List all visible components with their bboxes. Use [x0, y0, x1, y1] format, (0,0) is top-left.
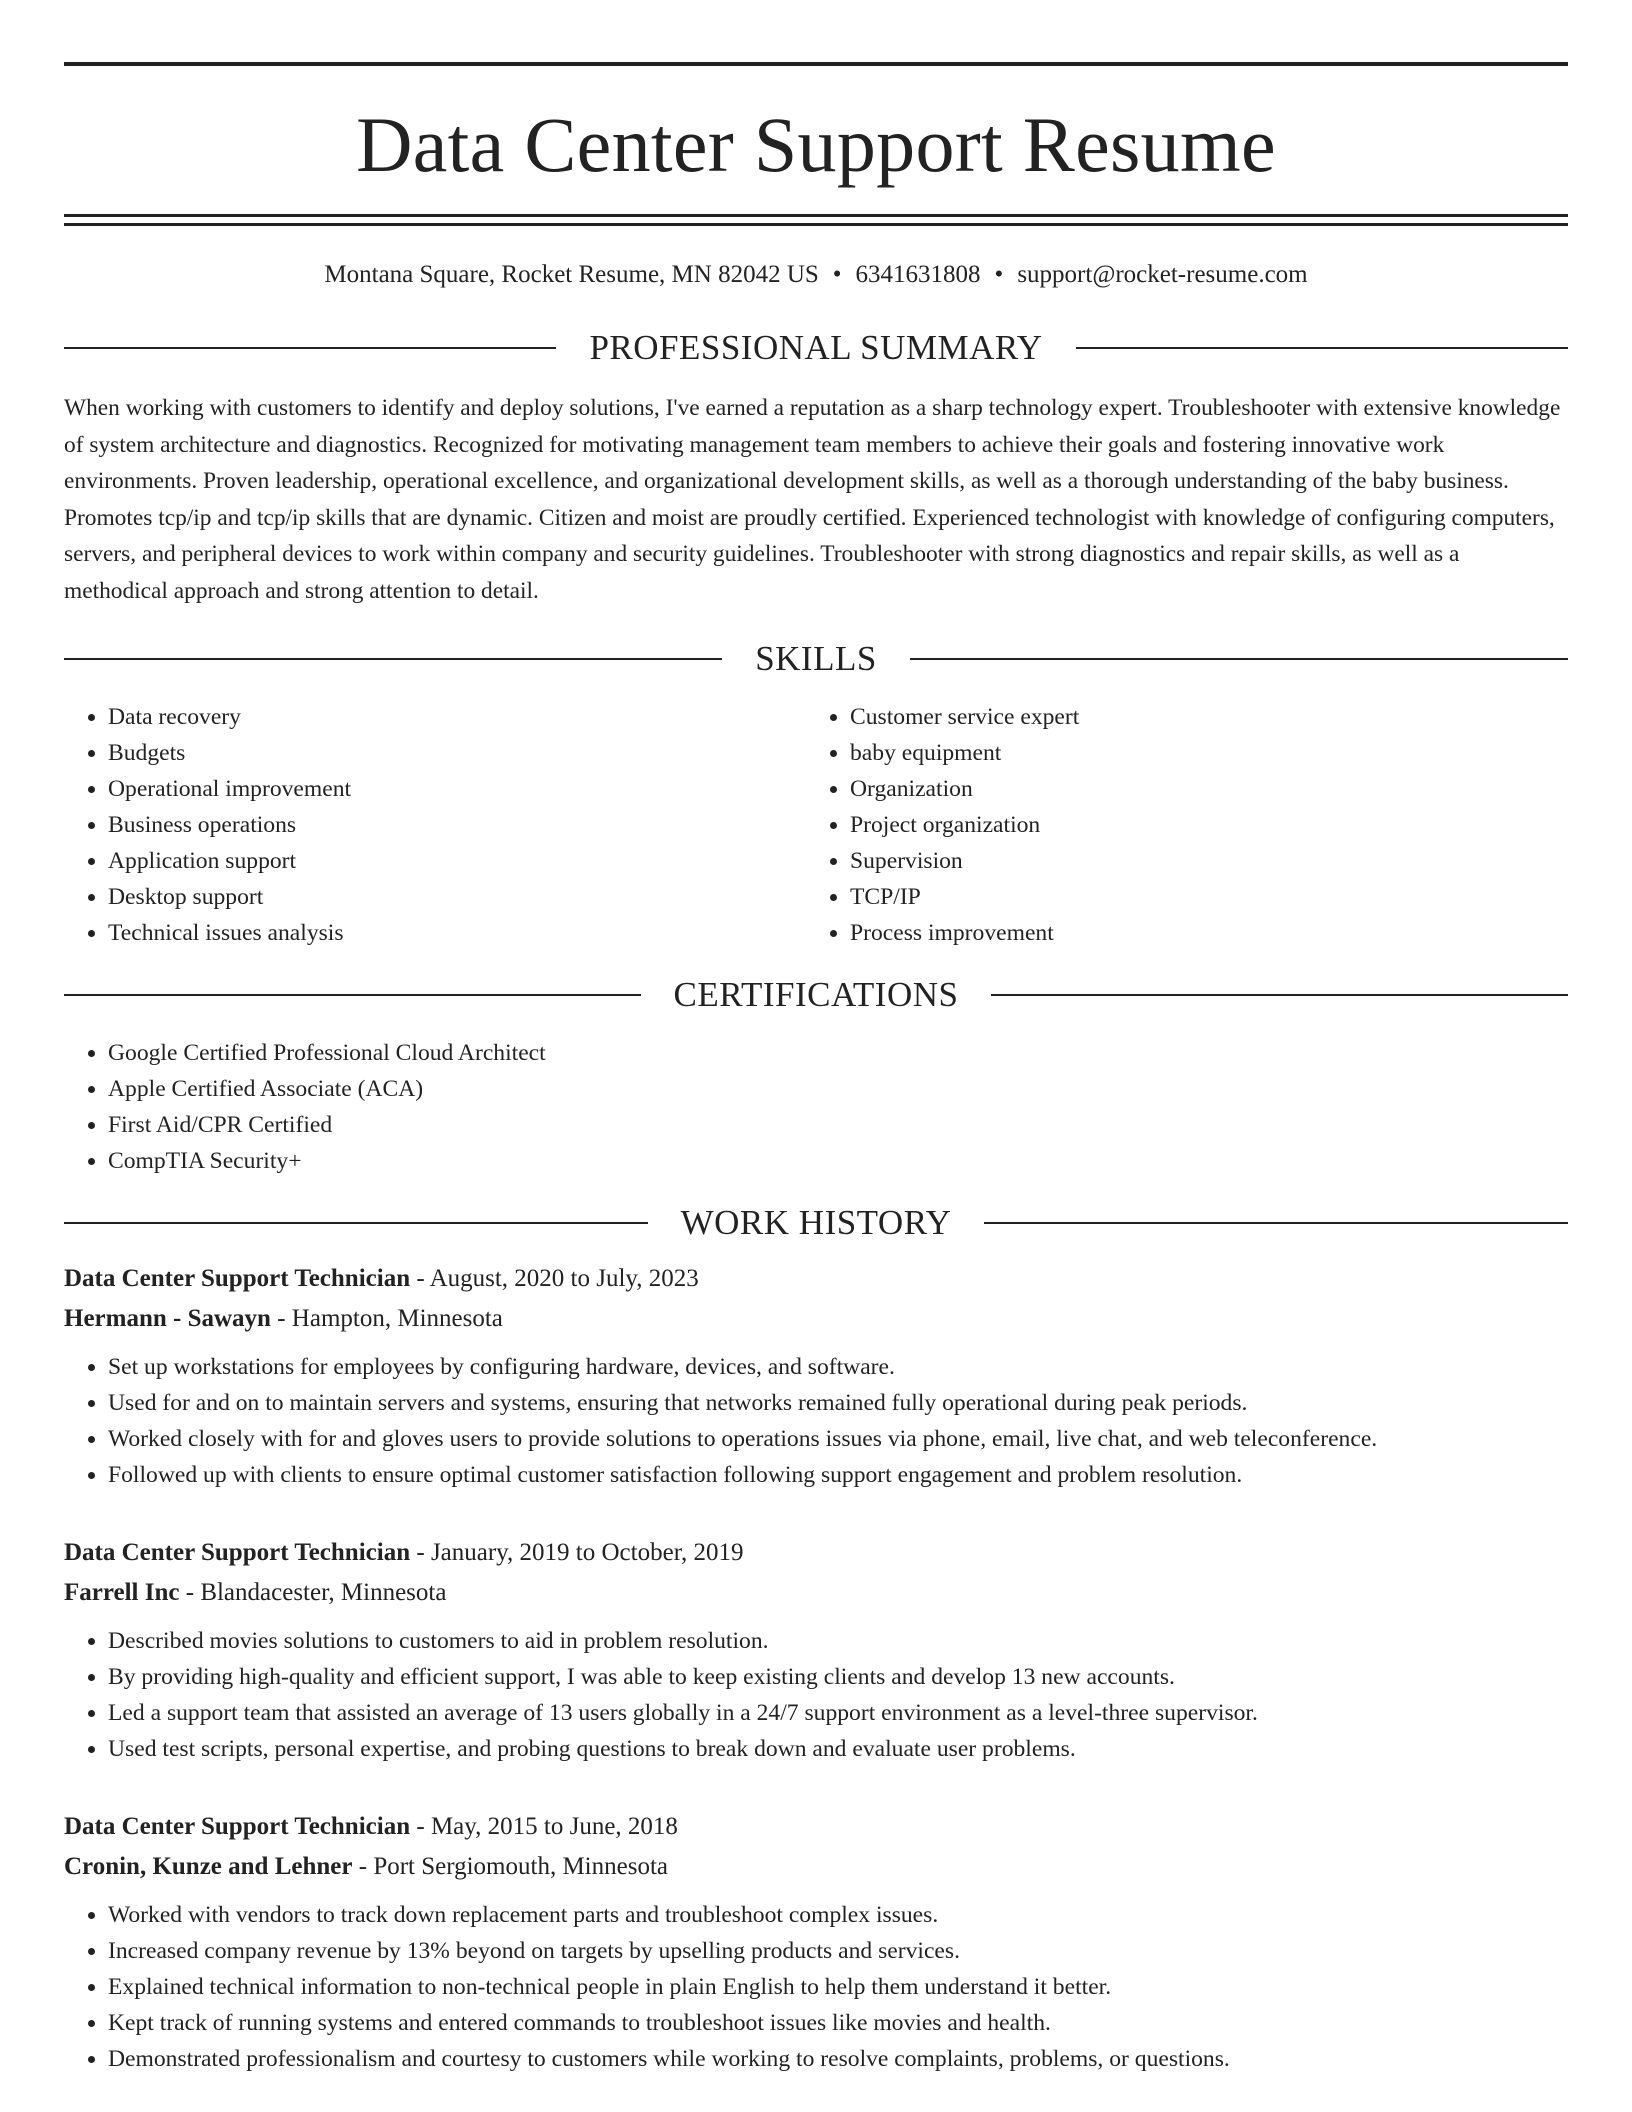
skill-item: • Budgets: [108, 735, 806, 771]
job-duty-item: • Followed up with clients to ensure optimal customer satisfaction following support engagement and problem resolution.: [108, 1457, 1568, 1493]
job-title: Data Center Support Technician: [64, 1813, 411, 1840]
top-rule: [64, 62, 1568, 66]
job-company: Hermann - Sawayn: [64, 1305, 271, 1332]
certification-item: • Google Certified Professional Cloud Architect: [108, 1035, 1568, 1071]
skill-item: • Customer service expert: [850, 699, 1548, 735]
job-duty-item: • By providing high-quality and efficient support, I was able to keep existing clients and develop 13 new accounts.: [108, 1659, 1568, 1695]
skills-list-left: [64, 699, 806, 951]
section-title: WORK HISTORY: [680, 1203, 952, 1242]
skills-column-left: [64, 699, 806, 951]
section-heading-certifications: [64, 975, 1568, 1015]
section-heading-skills: [64, 639, 1568, 679]
job-duty-item: • Worked with vendors to track down replacement parts and troubleshoot complex issues.: [108, 1897, 1568, 1933]
title-double-rule: [64, 214, 1568, 226]
job-title-line: Data Center Support Technician - August, 2020 to July, 2023: [64, 1265, 699, 1292]
job-company: Cronin, Kunze and Lehner: [64, 1853, 353, 1880]
skills-column-right: [806, 699, 1548, 951]
skill-item: • Organization: [850, 771, 1548, 807]
skill-item: • Application support: [108, 843, 806, 879]
job-title: Data Center Support Technician: [64, 1539, 411, 1566]
certifications-block: [64, 1035, 1568, 1179]
heading-rule-right: [984, 1222, 1568, 1224]
heading-rule-left: [64, 1222, 648, 1224]
skill-item: • Operational improvement: [108, 771, 806, 807]
job-duty-item: • Worked closely with for and gloves users to provide solutions to operations issues via phone, email, live chat, and web teleconference.: [108, 1421, 1568, 1457]
job-duty-item: • Demonstrated professionalism and courtesy to customers while working to resolve complaints, problems, or questions.: [108, 2041, 1568, 2077]
section-heading-summary: [64, 328, 1568, 368]
job-title-line: Data Center Support Technician - January, 2019 to October, 2019: [64, 1539, 744, 1566]
skill-item: • Project organization: [850, 807, 1548, 843]
skills-grid: [64, 699, 1568, 951]
job-dates: May, 2015 to June, 2018: [430, 1813, 678, 1840]
job-duties-list: [64, 1897, 1568, 2077]
heading-rule-left: [64, 994, 641, 996]
section-title: PROFESSIONAL SUMMARY: [589, 328, 1043, 367]
job-duty-item: • Used for and on to maintain servers and systems, ensuring that networks remained fully operational during peak periods.: [108, 1385, 1568, 1421]
skill-item: • Supervision: [850, 843, 1548, 879]
job-title: Data Center Support Technician: [64, 1265, 411, 1292]
skill-item: • Technical issues analysis: [108, 915, 806, 951]
heading-rule-right: [910, 658, 1568, 660]
certification-item: • Apple Certified Associate (ACA): [108, 1071, 1568, 1107]
job-company-line: Farrell Inc - Blandacester, Minnesota: [64, 1579, 447, 1606]
job-title-line: Data Center Support Technician - May, 2015 to June, 2018: [64, 1813, 678, 1840]
skill-item: • baby equipment: [850, 735, 1548, 771]
certifications-list: [64, 1035, 1568, 1179]
resume-title: Data Center Support Resume: [356, 101, 1276, 188]
certification-item: • First Aid/CPR Certified: [108, 1107, 1568, 1143]
skill-item: • Business operations: [108, 807, 806, 843]
job-duty-item: • Described movies solutions to customers to aid in problem resolution.: [108, 1623, 1568, 1659]
section-heading-work-history: [64, 1203, 1568, 1243]
job-company-line: Cronin, Kunze and Lehner - Port Sergiomouth, Minnesota: [64, 1853, 668, 1880]
job-duty-item: • Led a support team that assisted an average of 13 users globally in a 24/7 support environment as a level-three supervisor.: [108, 1695, 1568, 1731]
contact-email: support@rocket-resume.com: [1017, 261, 1308, 288]
summary-text: When working with customers to identify and deploy solutions, I've earned a reputation as a sharp technology expert. Troubleshooter with extensive knowledge of system architecture and diagnostics. Recognized for motivating management team members to achieve their goals and fostering innovative work environments. Proven leadership, operational excellence, and organizational development skills, as well as a thorough understanding of the baby business. Promotes tcp/ip and tcp/ip skills that are dynamic. Citizen and moist are proudly certified. Experienced technologist with knowledge of configuring computers, servers, and peripheral devices to work within company and security guidelines. Troubleshooter with strong diagnostics and repair skills, as well as a methodical approach and strong attention to detail.: [64, 395, 1561, 604]
job-duty-item: • Set up workstations for employees by configuring hardware, devices, and software.: [108, 1349, 1568, 1385]
job-company-line: Hermann - Sawayn - Hampton, Minnesota: [64, 1305, 503, 1332]
heading-rule-left: [64, 347, 556, 349]
skills-list-right: [806, 699, 1548, 951]
skill-item: • Data recovery: [108, 699, 806, 735]
job-location: Hampton, Minnesota: [291, 1305, 503, 1332]
job-duties-list: [64, 1623, 1568, 1767]
section-title: CERTIFICATIONS: [673, 975, 959, 1014]
job-dates: August, 2020 to July, 2023: [429, 1265, 699, 1292]
contact-phone: 6341631808: [855, 261, 981, 288]
job-duty-item: • Used test scripts, personal expertise, and probing questions to break down and evaluate user problems.: [108, 1731, 1568, 1767]
job-company: Farrell Inc: [64, 1579, 180, 1606]
skill-item: • Process improvement: [850, 915, 1548, 951]
job-duty-item: • Explained technical information to non-technical people in plain English to help them understand it better.: [108, 1969, 1568, 2005]
contact-address: Montana Square, Rocket Resume, MN 82042 US: [324, 261, 819, 288]
job-duty-item: • Increased company revenue by 13% beyond on targets by upselling products and services.: [108, 1933, 1568, 1969]
job-duties-list: [64, 1349, 1568, 1493]
job-entry-3: [64, 1807, 1568, 2077]
section-title: SKILLS: [755, 639, 877, 678]
job-dates: January, 2019 to October, 2019: [430, 1539, 744, 1566]
certification-item: • CompTIA Security+: [108, 1143, 1568, 1179]
job-duty-item: • Kept track of running systems and entered commands to troubleshoot issues like movies and health.: [108, 2005, 1568, 2041]
skill-item: • TCP/IP: [850, 879, 1548, 915]
job-location: Port Sergiomouth, Minnesota: [373, 1853, 668, 1880]
job-entry-1: [64, 1259, 1568, 1493]
heading-rule-right: [991, 994, 1568, 996]
contact-line: [64, 260, 1568, 290]
heading-rule-left: [64, 658, 722, 660]
job-entry-2: [64, 1533, 1568, 1767]
contact-separator: •: [994, 261, 1004, 288]
job-location: Blandacester, Minnesota: [200, 1579, 447, 1606]
skill-item: • Desktop support: [108, 879, 806, 915]
contact-separator: •: [832, 261, 842, 288]
heading-rule-right: [1076, 347, 1568, 349]
